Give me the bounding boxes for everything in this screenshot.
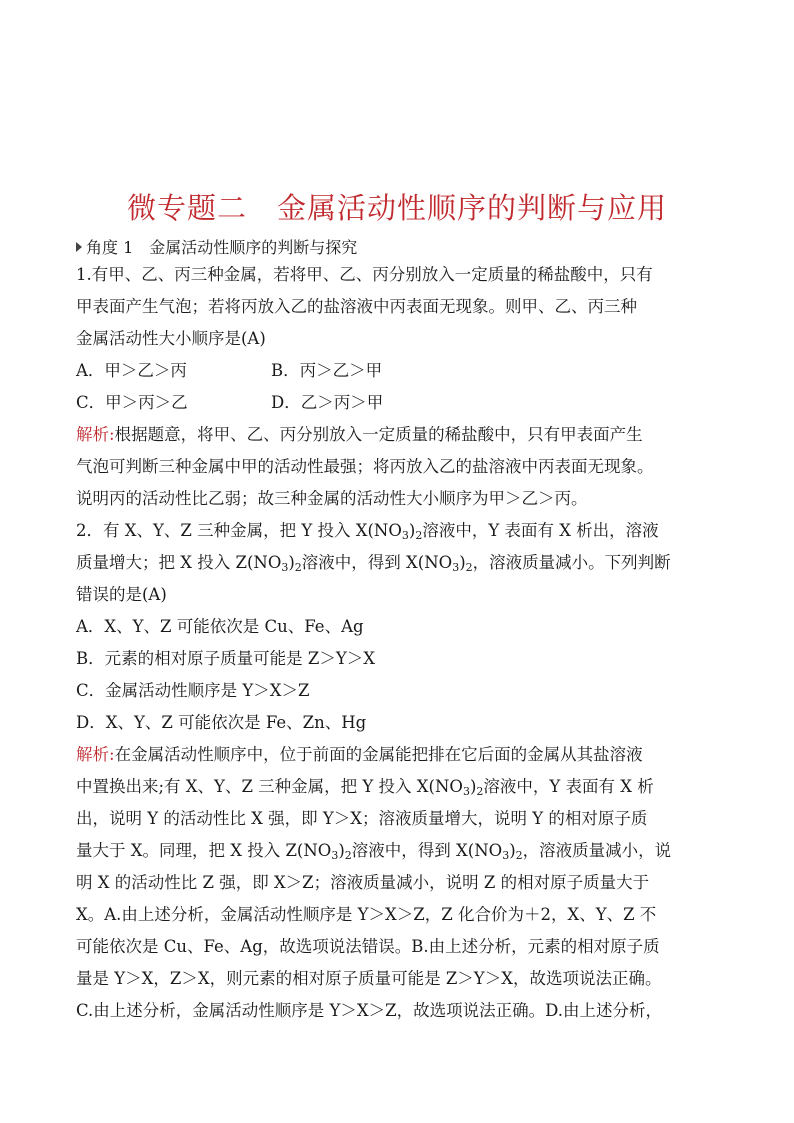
page-title	[0, 186, 794, 227]
q2-analysis-line4: 量大于 X。同理，把 X 投入 $Z(NO_3)_2$溶液中，得到 $X(NO_3)_2$，溶液质量减小，说	[76, 841, 672, 862]
q2-line2: 质量增大；把 X 投入 $Z(NO_3)_2$溶液中，得到 $X(NO_3)_2$，溶液质量减小。下列判断	[76, 553, 671, 574]
q2-line3: 错误的是(A)	[76, 585, 167, 604]
q2-option-d: D．X、Y、Z 可能依次是 Fe、Zn、Hg	[76, 713, 367, 732]
q2-option-b: B．元素的相对原子质量可能是 Z＞Y＞X	[76, 649, 375, 668]
q1-option-d: D．乙＞丙＞甲	[271, 393, 384, 412]
section-heading	[76, 235, 357, 258]
q1-option-b: B．丙＞乙＞甲	[271, 361, 383, 380]
q1-options-row2	[76, 392, 716, 414]
q2-analysis-line2: 中置换出来;有 X、Y、Z 三种金属，把 Y 投入 $X(NO_3)_2$溶液中，Y 表面有 X 析	[76, 777, 654, 798]
q2-analysis-line3: 出，说明 Y 的活动性比 X 强，即 Y＞X；溶液质量增大，说明 Y 的相对原子质	[76, 809, 648, 828]
q2-analysis-line6: X。A.由上述分析，金属活动性顺序是 Y＞X＞Z，Z 化合价为＋2，X、Y、Z 不	[76, 905, 657, 924]
q1-analysis-text1: 根据题意，将甲、乙、丙分别放入一定质量的稀盐酸中，只有甲表面产生	[114, 425, 643, 444]
q1-analysis-line3: 说明丙的活动性比乙弱；故三种金属的活动性大小顺序为甲＞乙＞丙。	[76, 489, 588, 508]
title-part1: 微专题二	[126, 191, 247, 225]
q1-line3: 金属活动性大小顺序是(A)	[76, 329, 266, 348]
q1-line2: 甲表面产生气泡；若将丙放入乙的盐溶液中丙表面无现象。则甲、乙、丙三种	[76, 297, 637, 316]
q2-analysis-line5: 明 X 的活动性比 Z 强，即 X＞Z；溶液质量减小，说明 Z 的相对原子质量大于	[76, 873, 650, 892]
q1-analysis-line2: 气泡可判断三种金属中甲的活动性最强；将丙放入乙的盐溶液中丙表面无现象。	[76, 457, 654, 476]
q1-options-row1	[76, 360, 716, 382]
q2-analysis-line8: 量是 Y＞X，Z＞X，则元素的相对原子质量可能是 Z＞Y＞X，故选项说法正确。	[76, 969, 662, 988]
q1-analysis-label: 解析:	[76, 425, 115, 444]
q1-option-c: C．甲＞丙＞乙	[76, 393, 188, 412]
q2-line1: 2．有 X、Y、Z 三种金属，把 Y 投入 $X(NO_3)_2$溶液中，Y 表面有 X 析出，溶液	[76, 521, 659, 542]
q2-analysis-line1: 解析:在金属活动性顺序中，位于前面的金属能把排在它后面的金属从其盐溶液	[76, 745, 643, 764]
q1-option-a: A．甲＞乙＞丙	[76, 361, 187, 380]
q1-line1: 1.有甲、乙、丙三种金属，若将甲、乙、丙分别放入一定质量的稀盐酸中，只有	[76, 265, 653, 284]
section-label: 角度 1 金属活动性顺序的判断与探究	[86, 238, 358, 257]
title-part2: 金属活动性顺序的判断与应用	[277, 191, 668, 225]
q2-analysis-line7: 可能依次是 Cu、Fe、Ag，故选项说法错误。B.由上述分析，元素的相对原子质	[76, 937, 660, 956]
q2-analysis-line9: C.由上述分析，金属活动性顺序是 Y＞X＞Z，故选项说法正确。D.由上述分析，	[76, 1001, 663, 1020]
q1-analysis-line1	[76, 424, 643, 446]
section-marker-icon	[76, 242, 82, 252]
q2-option-c: C．金属活动性顺序是 Y＞X＞Z	[76, 681, 310, 700]
q2-option-a: A．X、Y、Z 可能依次是 Cu、Fe、Ag	[76, 617, 364, 636]
q2-analysis-label: 解析:	[76, 745, 115, 764]
